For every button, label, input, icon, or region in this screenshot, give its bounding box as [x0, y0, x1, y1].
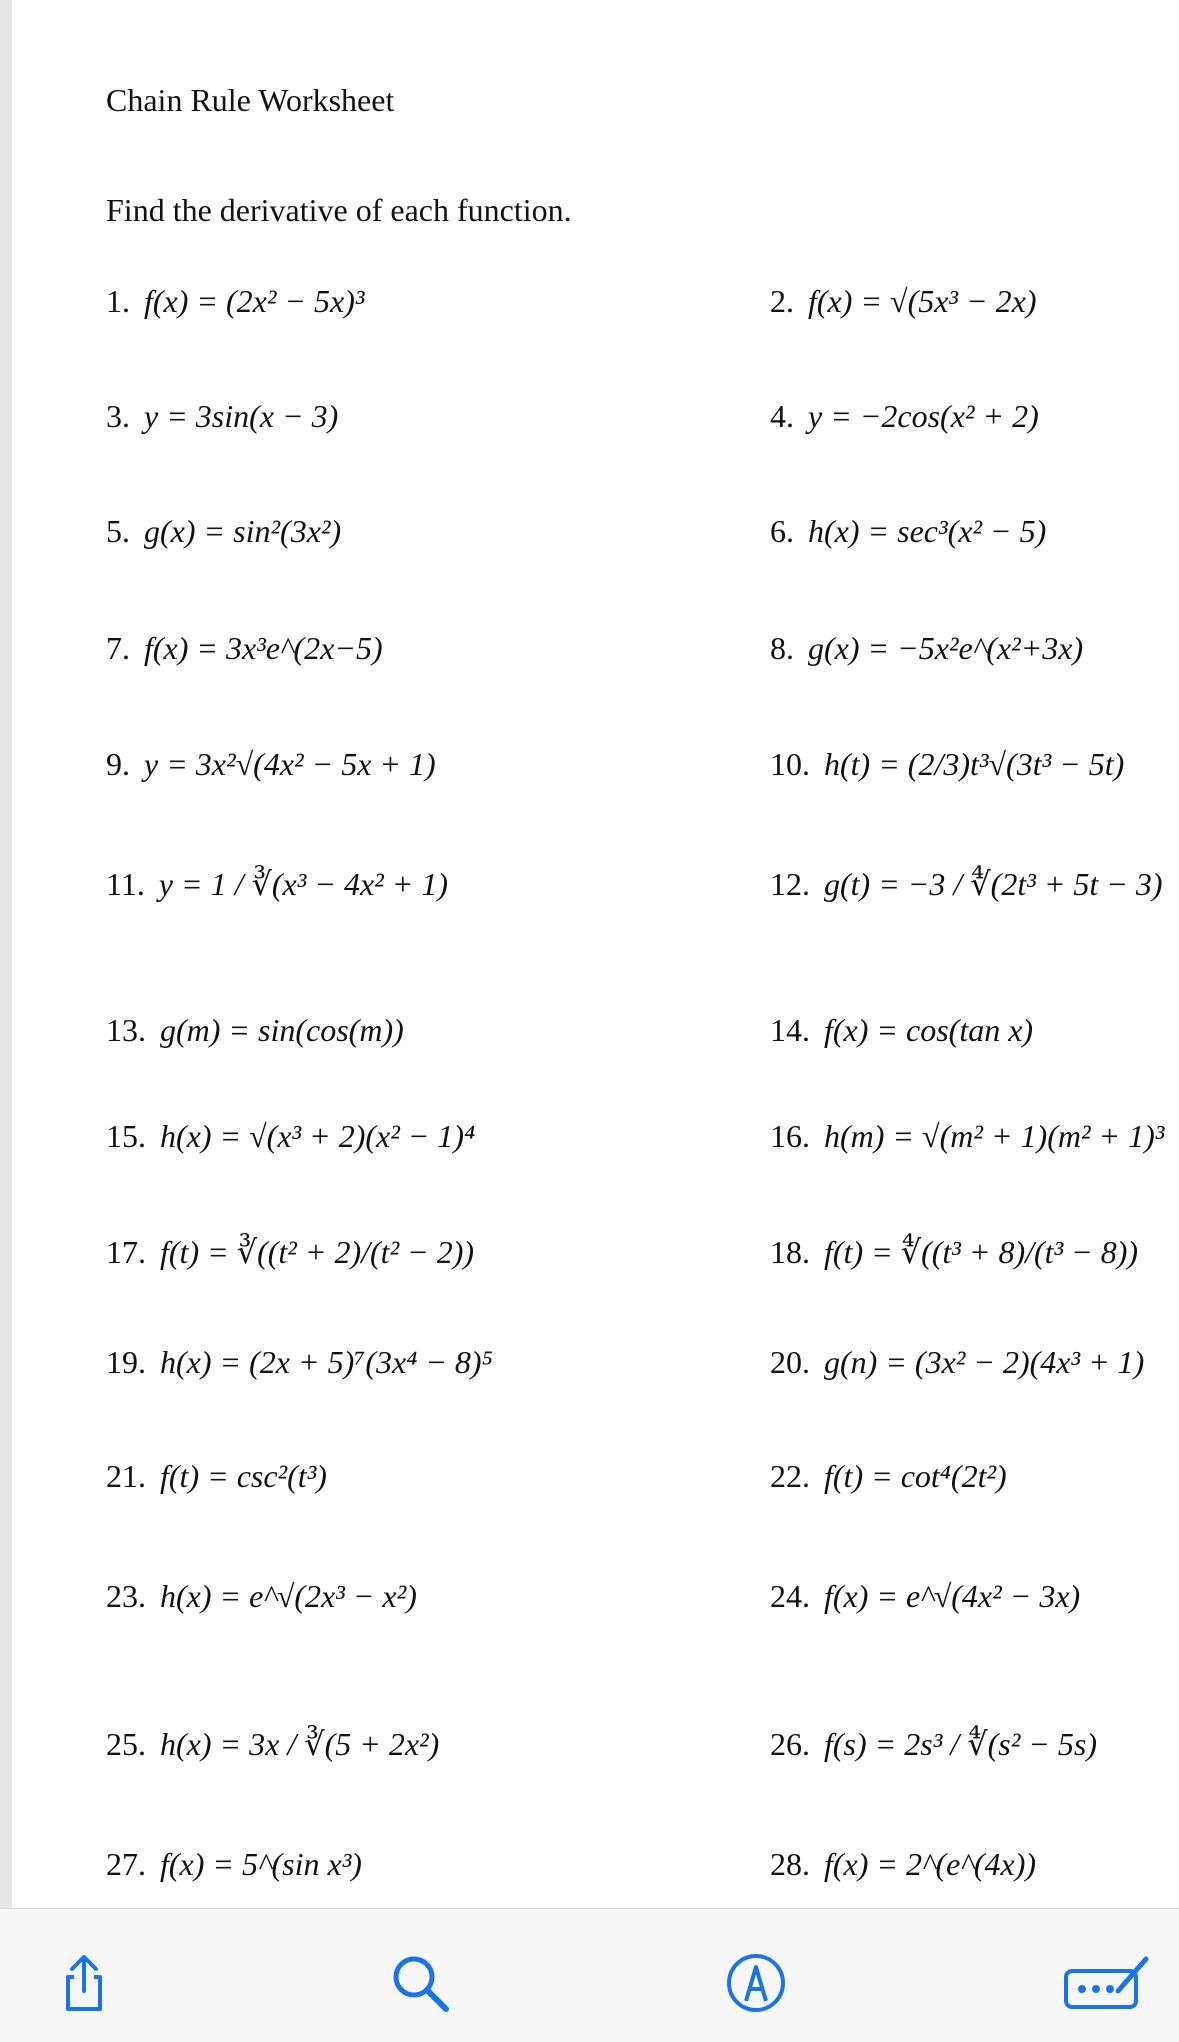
problem-18 — [770, 1236, 1138, 1268]
problem-23 — [106, 1580, 417, 1612]
problem-expression: f(x) = cos(tan x) — [824, 1012, 1034, 1048]
problem-25 — [106, 1728, 439, 1760]
problem-expression: y = 1 / ∛(x³ − 4x² + 1) — [158, 866, 448, 902]
problem-expression: h(x) = (2x + 5)⁷(3x⁴ − 8)⁵ — [160, 1344, 493, 1380]
markup-icon — [724, 1951, 788, 2015]
problem-expression: g(n) = (3x² − 2)(4x³ + 1) — [824, 1344, 1145, 1380]
problem-expression: f(x) = e^√(4x² − 3x) — [824, 1578, 1081, 1614]
problem-number: 4. — [770, 398, 794, 434]
instructions: Find the derivative of each function. — [106, 192, 572, 228]
problem-5 — [106, 515, 341, 547]
problem-number: 17. — [106, 1234, 146, 1270]
problem-number: 14. — [770, 1012, 810, 1048]
problem-number: 7. — [106, 630, 130, 666]
problem-number: 10. — [770, 746, 810, 782]
problem-expression: f(t) = ∜((t³ + 8)/(t³ − 8)) — [824, 1234, 1139, 1270]
fill-sign-icon — [1062, 1951, 1150, 2015]
problem-number: 22. — [770, 1458, 810, 1494]
bottom-toolbar — [0, 1909, 1179, 2042]
problem-17 — [106, 1236, 474, 1268]
problem-expression: y = 3sin(x − 3) — [144, 398, 339, 434]
problem-expression: f(t) = csc²(t³) — [160, 1458, 327, 1494]
problem-19 — [106, 1346, 493, 1378]
problem-expression: h(m) = √(m² + 1)(m² + 1)³ — [824, 1118, 1165, 1154]
problem-number: 16. — [770, 1118, 810, 1154]
problem-number: 11. — [106, 866, 145, 902]
problem-number: 13. — [106, 1012, 146, 1048]
problem-6 — [770, 515, 1046, 547]
problem-expression: f(t) = cot⁴(2t²) — [824, 1458, 1007, 1494]
problem-number: 8. — [770, 630, 794, 666]
share-icon — [52, 1951, 116, 2015]
problem-expression: f(x) = 5^(sin x³) — [160, 1846, 362, 1882]
problem-number: 25. — [106, 1726, 146, 1762]
problem-21 — [106, 1460, 327, 1492]
problem-3 — [106, 400, 338, 432]
problem-expression: f(x) = (2x² − 5x)³ — [144, 283, 365, 319]
problem-expression: h(x) = √(x³ + 2)(x² − 1)⁴ — [160, 1118, 476, 1154]
problem-expression: y = 3x²√(4x² − 5x + 1) — [144, 746, 436, 782]
problem-expression: f(x) = 2^(e^(4x)) — [824, 1846, 1037, 1882]
problem-number: 27. — [106, 1846, 146, 1882]
problem-number: 18. — [770, 1234, 810, 1270]
problem-20 — [770, 1346, 1144, 1378]
problem-11 — [106, 868, 448, 900]
problem-7 — [106, 632, 383, 664]
problem-expression: h(x) = sec³(x² − 5) — [808, 513, 1047, 549]
problem-26 — [770, 1728, 1097, 1760]
problem-number: 23. — [106, 1578, 146, 1614]
problem-13 — [106, 1014, 404, 1046]
problem-number: 28. — [770, 1846, 810, 1882]
problem-4 — [770, 400, 1039, 432]
problem-expression: f(x) = 3x³e^(2x−5) — [144, 630, 383, 666]
problem-22 — [770, 1460, 1007, 1492]
problem-1 — [106, 285, 365, 317]
problem-number: 19. — [106, 1344, 146, 1380]
search-icon — [388, 1951, 452, 2015]
problem-number: 9. — [106, 746, 130, 782]
problem-9 — [106, 748, 436, 780]
problem-expression: h(x) = 3x / ∛(5 + 2x²) — [160, 1726, 440, 1762]
problem-10 — [770, 748, 1124, 780]
problem-expression: f(t) = ∛((t² + 2)/(t² − 2)) — [160, 1234, 475, 1270]
left-edge-bar — [0, 0, 12, 1908]
problem-expression: f(s) = 2s³ / ∜(s² − 5s) — [824, 1726, 1097, 1762]
problem-expression: g(m) = sin(cos(m)) — [160, 1012, 404, 1048]
fill-sign-button[interactable] — [1062, 1951, 1150, 2015]
problem-2 — [770, 285, 1036, 317]
problem-expression: h(t) = (2/3)t³√(3t³ − 5t) — [824, 746, 1125, 782]
problem-expression: h(x) = e^√(2x³ − x²) — [160, 1578, 417, 1614]
problem-28 — [770, 1848, 1036, 1880]
problem-14 — [770, 1014, 1033, 1046]
problem-16 — [770, 1120, 1164, 1152]
problem-number: 26. — [770, 1726, 810, 1762]
problem-expression: y = −2cos(x² + 2) — [808, 398, 1039, 434]
page-title: Chain Rule Worksheet — [106, 82, 395, 118]
search-button[interactable] — [388, 1951, 452, 2015]
problem-number: 12. — [770, 866, 810, 902]
problem-24 — [770, 1580, 1080, 1612]
problem-27 — [106, 1848, 362, 1880]
problem-12 — [770, 868, 1163, 900]
problem-expression: f(x) = √(5x³ − 2x) — [808, 283, 1037, 319]
problem-number: 1. — [106, 283, 130, 319]
problem-number: 3. — [106, 398, 130, 434]
problem-number: 2. — [770, 283, 794, 319]
problem-number: 15. — [106, 1118, 146, 1154]
problem-number: 20. — [770, 1344, 810, 1380]
problem-15 — [106, 1120, 475, 1152]
problem-8 — [770, 632, 1083, 664]
problem-number: 24. — [770, 1578, 810, 1614]
problem-number: 21. — [106, 1458, 146, 1494]
problem-expression: g(x) = sin²(3x²) — [144, 513, 342, 549]
share-button[interactable] — [52, 1951, 116, 2015]
problem-number: 5. — [106, 513, 130, 549]
problem-number: 6. — [770, 513, 794, 549]
markup-button[interactable] — [724, 1951, 788, 2015]
problem-expression: g(t) = −3 / ∜(2t³ + 5t − 3) — [824, 866, 1163, 902]
problem-expression: g(x) = −5x²e^(x²+3x) — [808, 630, 1084, 666]
